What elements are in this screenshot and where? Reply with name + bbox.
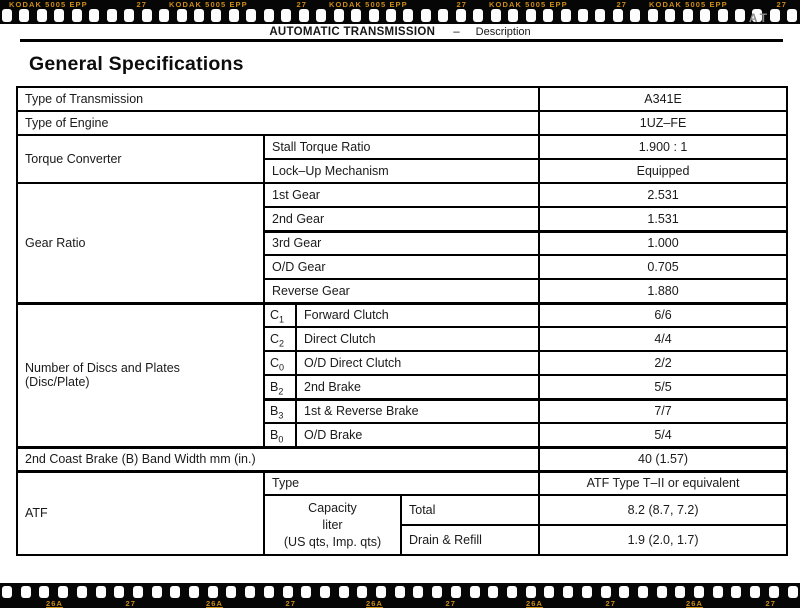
film-frame-number: 27 [136,0,147,9]
component-code: $B_2$ [264,375,296,399]
group-label-torque-converter: Torque Converter [17,135,264,183]
spec-value: 4/4 [539,327,787,351]
spec-value: 8.2 (8.7, 7.2) [539,495,787,525]
component-code: $C_2$ [264,327,296,351]
spec-sublabel: O/D Gear [264,255,539,279]
spec-value: Equipped [539,159,787,183]
film-brand-label: KODAK 5005 EPP [489,0,568,9]
spec-value: 1.900 : 1 [539,135,787,159]
spec-value: 1.000 [539,231,787,255]
film-brand-label: KODAK 5005 EPP [169,0,248,9]
film-frame-number: 27 [125,599,136,608]
spec-sublabel: Drain & Refill [401,525,539,555]
spec-value: 1.531 [539,207,787,231]
spec-label: 2nd Coast Brake (B) Band Width mm (in.) [17,447,539,471]
spec-sublabel: O/D Direct Clutch [296,351,539,375]
film-brand-label: KODAK 5005 EPP [649,0,728,9]
spec-sublabel: Direct Clutch [296,327,539,351]
header-subsection: Description [475,26,531,38]
spec-value: 1.9 (2.0, 1.7) [539,525,787,555]
header-section-title: AUTOMATIC TRANSMISSION [269,26,436,38]
film-sprocket-holes-top [2,9,798,22]
table-row [17,183,787,207]
table-row [17,87,787,111]
spec-label: Type of Engine [17,111,539,135]
spec-sublabel: O/D Brake [296,423,539,447]
film-frame-label: 26A [526,599,544,608]
table-row [17,303,787,327]
header-separator: – [453,26,460,38]
spec-value: 40 (1.57) [539,447,787,471]
specifications-table [16,86,788,556]
film-frame-label: 26A [46,599,64,608]
page-title: General Specifications [29,53,244,75]
spec-sublabel: Lock–Up Mechanism [264,159,539,183]
page-label-fragment: AT [748,11,770,25]
capacity-heading: Capacity liter (US qts, Imp. qts) [264,495,401,555]
spec-value: 2/2 [539,351,787,375]
spec-sublabel: 3rd Gear [264,231,539,255]
film-strip-bottom [0,583,800,608]
film-frame-number: 27 [456,0,467,9]
table-row [17,135,787,159]
film-edge-markings-bottom [0,600,800,608]
film-frame-number: 27 [776,0,787,9]
component-code: $C_1$ [264,303,296,327]
header-rule [20,39,783,42]
component-code: $C_0$ [264,351,296,375]
film-frame-number: 27 [445,599,456,608]
film-frame-number: 27 [285,599,296,608]
film-frame-label: 26A [206,599,224,608]
spec-value: ATF Type T–II or equivalent [539,471,787,495]
table-row [17,447,787,471]
spec-sublabel: 2nd Brake [296,375,539,399]
group-label-atf: ATF [17,471,264,555]
film-brand-label: KODAK 5005 EPP [329,0,408,9]
spec-value: 1UZ–FE [539,111,787,135]
group-label-line2: (Disc/Plate) [25,375,90,389]
film-frame-number: 27 [296,0,307,9]
table-row [17,471,787,495]
film-strip-top [0,0,800,24]
spec-sublabel: Type [264,471,539,495]
group-label-discs-plates [17,303,264,447]
component-code: $B_3$ [264,399,296,423]
spec-sublabel: 1st Gear [264,183,539,207]
spec-label: Type of Transmission [17,87,539,111]
spec-value: 5/5 [539,375,787,399]
film-frame-label: 26A [686,599,704,608]
spec-value: 6/6 [539,303,787,327]
table-row [17,111,787,135]
film-frame-number: 27 [616,0,627,9]
film-sprocket-holes-bottom [2,586,798,598]
spec-sublabel: Forward Clutch [296,303,539,327]
spec-value: 2.531 [539,183,787,207]
spec-value: A341E [539,87,787,111]
spec-value: 7/7 [539,399,787,423]
running-header [0,26,800,38]
film-frame-number: 27 [605,599,616,608]
group-label-line1: Number of Discs and Plates [25,360,180,375]
film-frame-label: 26A [366,599,384,608]
film-frame-number: 27 [765,599,776,608]
component-code: $B_0$ [264,423,296,447]
spec-sublabel: 1st & Reverse Brake [296,399,539,423]
spec-sublabel: Reverse Gear [264,279,539,303]
spec-value: 1.880 [539,279,787,303]
film-edge-markings-top [0,1,800,9]
spec-sublabel: Stall Torque Ratio [264,135,539,159]
spec-value: 0.705 [539,255,787,279]
film-brand-label: KODAK 5005 EPP [9,0,88,9]
spec-value: 5/4 [539,423,787,447]
spec-sublabel: 2nd Gear [264,207,539,231]
spec-sublabel: Total [401,495,539,525]
group-label-gear-ratio: Gear Ratio [17,183,264,303]
